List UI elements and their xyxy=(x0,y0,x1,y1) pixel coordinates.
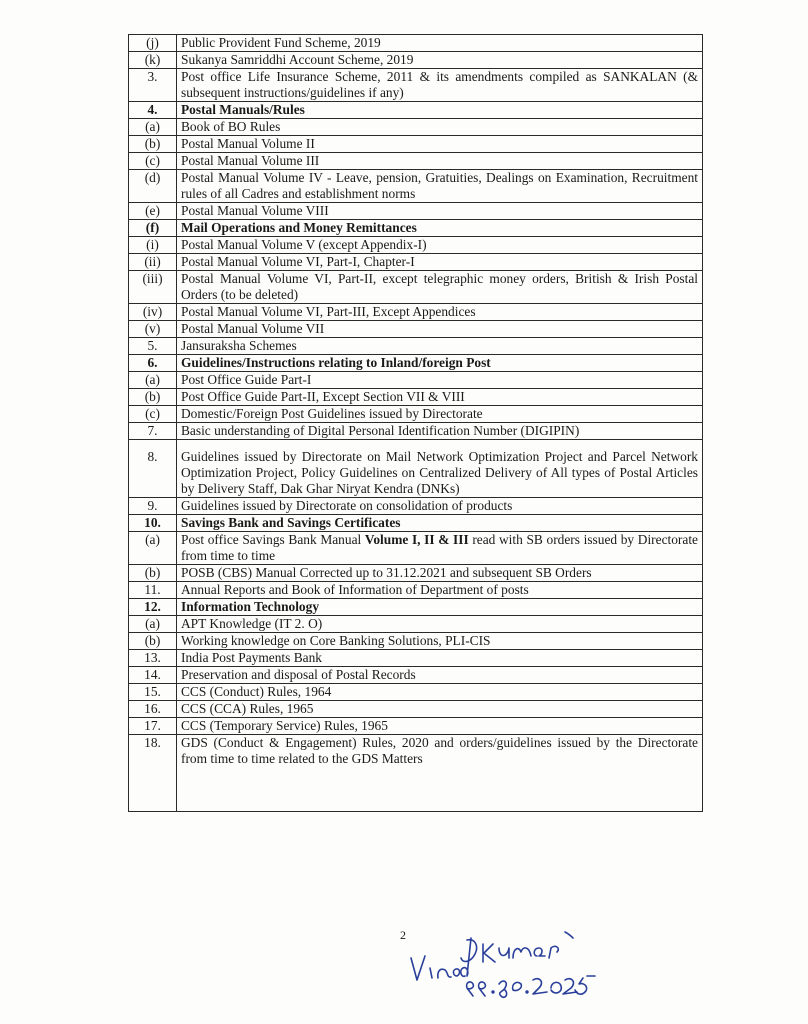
row-text: Jansuraksha Schemes xyxy=(177,338,703,355)
row-number: 11. xyxy=(129,582,177,599)
row-number: 7. xyxy=(129,423,177,440)
row-number: (b) xyxy=(129,389,177,406)
table-row xyxy=(129,616,703,633)
row-text-bold: Volume I, II & III xyxy=(364,532,469,547)
table-row xyxy=(129,321,703,338)
row-number: (d) xyxy=(129,170,177,203)
table-row xyxy=(129,667,703,684)
row-number: 5. xyxy=(129,338,177,355)
row-text: CCS (CCA) Rules, 1965 xyxy=(177,701,703,718)
row-number: (i) xyxy=(129,237,177,254)
row-text: CCS (Conduct) Rules, 1964 xyxy=(177,684,703,701)
section-heading-row xyxy=(129,102,703,119)
row-number: (c) xyxy=(129,153,177,170)
table-row xyxy=(129,498,703,515)
table-row xyxy=(129,35,703,52)
row-number: 3. xyxy=(129,69,177,102)
row-number: 18. xyxy=(129,735,177,812)
section-heading-row xyxy=(129,599,703,616)
table-row xyxy=(129,701,703,718)
row-text: CCS (Temporary Service) Rules, 1965 xyxy=(177,718,703,735)
table-row xyxy=(129,735,703,812)
row-text xyxy=(177,532,703,565)
row-number: (b) xyxy=(129,565,177,582)
row-number: (e) xyxy=(129,203,177,220)
row-text: Postal Manual Volume VII xyxy=(177,321,703,338)
table-row xyxy=(129,423,703,440)
table-row xyxy=(129,650,703,667)
row-number: (v) xyxy=(129,321,177,338)
row-text: Book of BO Rules xyxy=(177,119,703,136)
row-number: (c) xyxy=(129,406,177,423)
table-row xyxy=(129,271,703,304)
row-number: 6. xyxy=(129,355,177,372)
row-text: Preservation and disposal of Postal Records xyxy=(177,667,703,684)
row-number: 10. xyxy=(129,515,177,532)
row-number: (b) xyxy=(129,633,177,650)
row-text: Postal Manual Volume III xyxy=(177,153,703,170)
table-row xyxy=(129,532,703,565)
row-number: 12. xyxy=(129,599,177,616)
row-text: GDS (Conduct & Engagement) Rules, 2020 and orders/guidelines issued by the Directorate from time to time related to the GDS Matters xyxy=(177,735,703,812)
row-text: Postal Manual Volume VI, Part-III, Except Appendices xyxy=(177,304,703,321)
table-row xyxy=(129,237,703,254)
table-row xyxy=(129,69,703,102)
row-text: Annual Reports and Book of Information of Department of posts xyxy=(177,582,703,599)
table-row xyxy=(129,304,703,321)
table-row xyxy=(129,136,703,153)
table-row xyxy=(129,718,703,735)
table-row xyxy=(129,684,703,701)
section-heading-row xyxy=(129,355,703,372)
row-number: (a) xyxy=(129,616,177,633)
row-text: Guidelines issued by Directorate on consolidation of products xyxy=(177,498,703,515)
section-heading: Savings Bank and Savings Certificates xyxy=(177,515,703,532)
row-text: Postal Manual Volume VI, Part-I, Chapter-I xyxy=(177,254,703,271)
page-number: 2 xyxy=(400,928,406,942)
row-number: (iii) xyxy=(129,271,177,304)
row-text: Basic understanding of Digital Personal Identification Number (DIGIPIN) xyxy=(177,423,703,440)
row-text: Working knowledge on Core Banking Solutions, PLI-CIS xyxy=(177,633,703,650)
table-row xyxy=(129,52,703,69)
table-row xyxy=(129,582,703,599)
row-number: (b) xyxy=(129,136,177,153)
table-row xyxy=(129,440,703,498)
table-row xyxy=(129,406,703,423)
table-row xyxy=(129,119,703,136)
row-number: 4. xyxy=(129,102,177,119)
table-row xyxy=(129,153,703,170)
row-number: (ii) xyxy=(129,254,177,271)
row-number: (a) xyxy=(129,372,177,389)
section-heading: Postal Manuals/Rules xyxy=(177,102,703,119)
row-text: Postal Manual Volume V (except Appendix-I) xyxy=(177,237,703,254)
table-row xyxy=(129,203,703,220)
row-text: Post Office Guide Part-II, Except Section VII & VIII xyxy=(177,389,703,406)
row-number: (a) xyxy=(129,119,177,136)
row-text: Domestic/Foreign Post Guidelines issued by Directorate xyxy=(177,406,703,423)
row-text: Post Office Guide Part-I xyxy=(177,372,703,389)
row-text: Sukanya Samriddhi Account Scheme, 2019 xyxy=(177,52,703,69)
table-row xyxy=(129,338,703,355)
table-row xyxy=(129,633,703,650)
handwritten-signature xyxy=(405,918,605,1008)
row-number: (iv) xyxy=(129,304,177,321)
row-number: 15. xyxy=(129,684,177,701)
row-text: POSB (CBS) Manual Corrected up to 31.12.2021 and subsequent SB Orders xyxy=(177,565,703,582)
row-number: 13. xyxy=(129,650,177,667)
table-row xyxy=(129,565,703,582)
row-number: 17. xyxy=(129,718,177,735)
row-text: Post office Life Insurance Scheme, 2011 & its amendments compiled as SANKALAN (& subsequent instructions/guidelines if any) xyxy=(177,69,703,102)
row-number: 9. xyxy=(129,498,177,515)
table-row xyxy=(129,372,703,389)
section-heading-row xyxy=(129,515,703,532)
section-heading: Information Technology xyxy=(177,599,703,616)
row-text: Postal Manual Volume VI, Part-II, except telegraphic money orders, British & Irish Postal Orders (to be deleted) xyxy=(177,271,703,304)
row-number: (a) xyxy=(129,532,177,565)
row-number: (f) xyxy=(129,220,177,237)
syllabus-table xyxy=(128,34,703,812)
row-number: (j) xyxy=(129,35,177,52)
section-heading: Guidelines/Instructions relating to Inland/foreign Post xyxy=(177,355,703,372)
row-text: Postal Manual Volume VIII xyxy=(177,203,703,220)
row-text: India Post Payments Bank xyxy=(177,650,703,667)
table-row xyxy=(129,170,703,203)
row-text: Guidelines issued by Directorate on Mail Network Optimization Project and Parcel Network Optimization Project, Policy Guidelines on Centralized Delivery of All types of Postal Articles by Delivery Staff, Dak Ghar Niryat Kendra (DNKs) xyxy=(177,440,703,498)
section-heading: Mail Operations and Money Remittances xyxy=(177,220,703,237)
row-text: Postal Manual Volume IV - Leave, pension, Gratuities, Dealings on Examination, Recruitment rules of all Cadres and establishment norms xyxy=(177,170,703,203)
row-number: 16. xyxy=(129,701,177,718)
row-text-end: read with SB orders issued by Directorate from time to time xyxy=(181,532,699,563)
table-row xyxy=(129,389,703,406)
section-heading-row xyxy=(129,220,703,237)
row-number: 14. xyxy=(129,667,177,684)
table-row xyxy=(129,254,703,271)
row-text-start: Post office Savings Bank Manual xyxy=(181,532,365,547)
row-text: Public Provident Fund Scheme, 2019 xyxy=(177,35,703,52)
row-text: Postal Manual Volume II xyxy=(177,136,703,153)
row-number: 8. xyxy=(129,440,177,498)
row-text: APT Knowledge (IT 2. O) xyxy=(177,616,703,633)
row-number: (k) xyxy=(129,52,177,69)
